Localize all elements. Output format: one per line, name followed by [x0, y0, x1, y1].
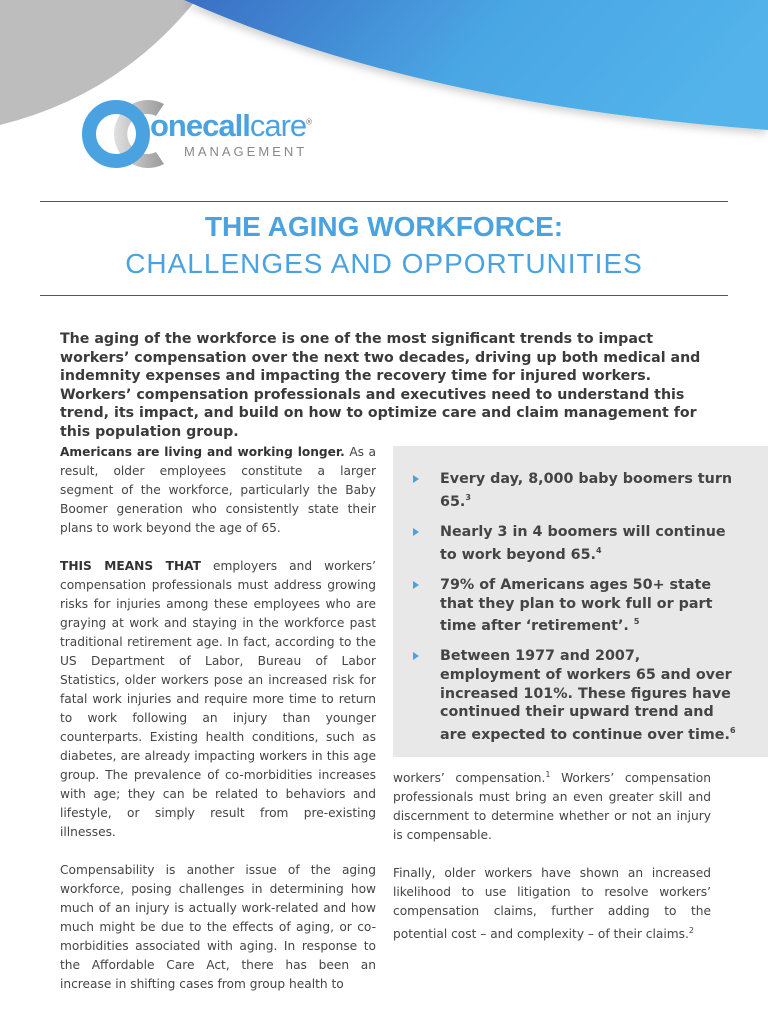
callout-item — [413, 647, 743, 744]
callout-text: 79% of Americans ages 50+ state that they plan to work full or part time after ‘retirement’. — [440, 576, 713, 634]
paragraph — [60, 557, 376, 842]
logo-subtitle: MANAGEMENT — [184, 144, 308, 159]
bullet-triangle-icon — [413, 475, 419, 483]
bullet-triangle-icon — [413, 528, 419, 536]
page-title: THE AGING WORKFORCE: — [204, 211, 564, 242]
bullet-triangle-icon — [413, 652, 419, 660]
logo-brand-light: care — [249, 108, 307, 143]
callout-item — [413, 470, 743, 511]
logo-brand-bold: onecall — [150, 108, 250, 143]
paragraph — [393, 765, 711, 845]
paragraph: Compensability is another issue of the aging workforce, posing challenges in determining how much of an injury is actually work-related and how much might be due to the effects of aging, or co-morbidities associated with aging. In response to the Affordable Care Act, there has been an increase in shifting cases from group health to — [60, 863, 376, 991]
paragraph-text: As a result, older employees constitute a larger segment of the workforce, particularly the Baby Boomer generation who consistently state their plans to work beyond the age of 65. — [60, 445, 376, 535]
footnote-ref: 6 — [729, 725, 736, 735]
paragraph-text: employers and workers’ compensation professionals must address growing risks for injuries among these employees who are graying at work and staying in the workforce past traditional retirement age. In fact, according to the US Department of Labor, Bureau of Labor Statistics, older workers pose an increased risk for fatal work injuries and require more time to return to work following an injury than younger counterparts. Existing health conditions, such as diabetes, are already impacting workers in this age group. The prevalence of co-morbidities increases with age; they can be related to behaviors and lifestyle, or simply result from pre-existing illnesses. — [60, 559, 376, 839]
lead-text: Americans are living and working longer. — [60, 445, 345, 459]
footnote-ref: 1 — [545, 770, 551, 779]
page-subtitle: CHALLENGES AND OPPORTUNITIES — [125, 248, 643, 279]
footnote-ref: 5 — [633, 617, 640, 627]
callout-text: Every day, 8,000 baby boomers turn 65. — [440, 471, 733, 510]
callout-text: Nearly 3 in 4 boomers will continue to work beyond 65. — [440, 523, 726, 563]
title-rule-bottom — [40, 295, 728, 296]
registered-mark: ® — [306, 117, 312, 127]
paragraph-text: Workers’ compensation professionals must bring an even greater skill and discernment to determine whether or not an injury is compensable. — [393, 771, 711, 843]
footnote-ref: 2 — [688, 926, 694, 936]
right-column — [393, 765, 711, 963]
paragraph — [60, 443, 376, 538]
footnote-ref: 3 — [465, 492, 471, 502]
left-column — [60, 443, 376, 1013]
intro-paragraph: The aging of the workforce is one of the most significant trends to impact workers’ compensation over the next two decades, driving up both medical and indemnity expenses and impacting the recovery time for injured workers. Workers’ compensation professionals and executives need to understand this trend, its impact, and build on how to optimize care and claim management for this population group. — [60, 331, 701, 440]
paragraph — [393, 864, 711, 944]
callout-box — [393, 446, 768, 757]
logo-wordmark — [150, 108, 311, 144]
title-rule-top — [40, 201, 728, 202]
callout-item — [413, 523, 743, 564]
callout-text: Between 1977 and 2007, employment of workers 65 and over increased 101%. These figures have continued their upward trend and are expected to continue over time. — [440, 648, 732, 743]
lead-text: THIS MEANS THAT — [60, 559, 201, 573]
callout-item — [413, 576, 743, 636]
bullet-triangle-icon — [413, 581, 419, 589]
paragraph-text: workers’ compensation. — [393, 771, 546, 786]
paragraph-text: Finally, older workers have shown an increased likelihood to use litigation to resolve workers’ compensation claims, further adding to the potential cost – and complexity – of their claims. — [393, 866, 711, 942]
footnote-ref: 4 — [596, 545, 602, 555]
